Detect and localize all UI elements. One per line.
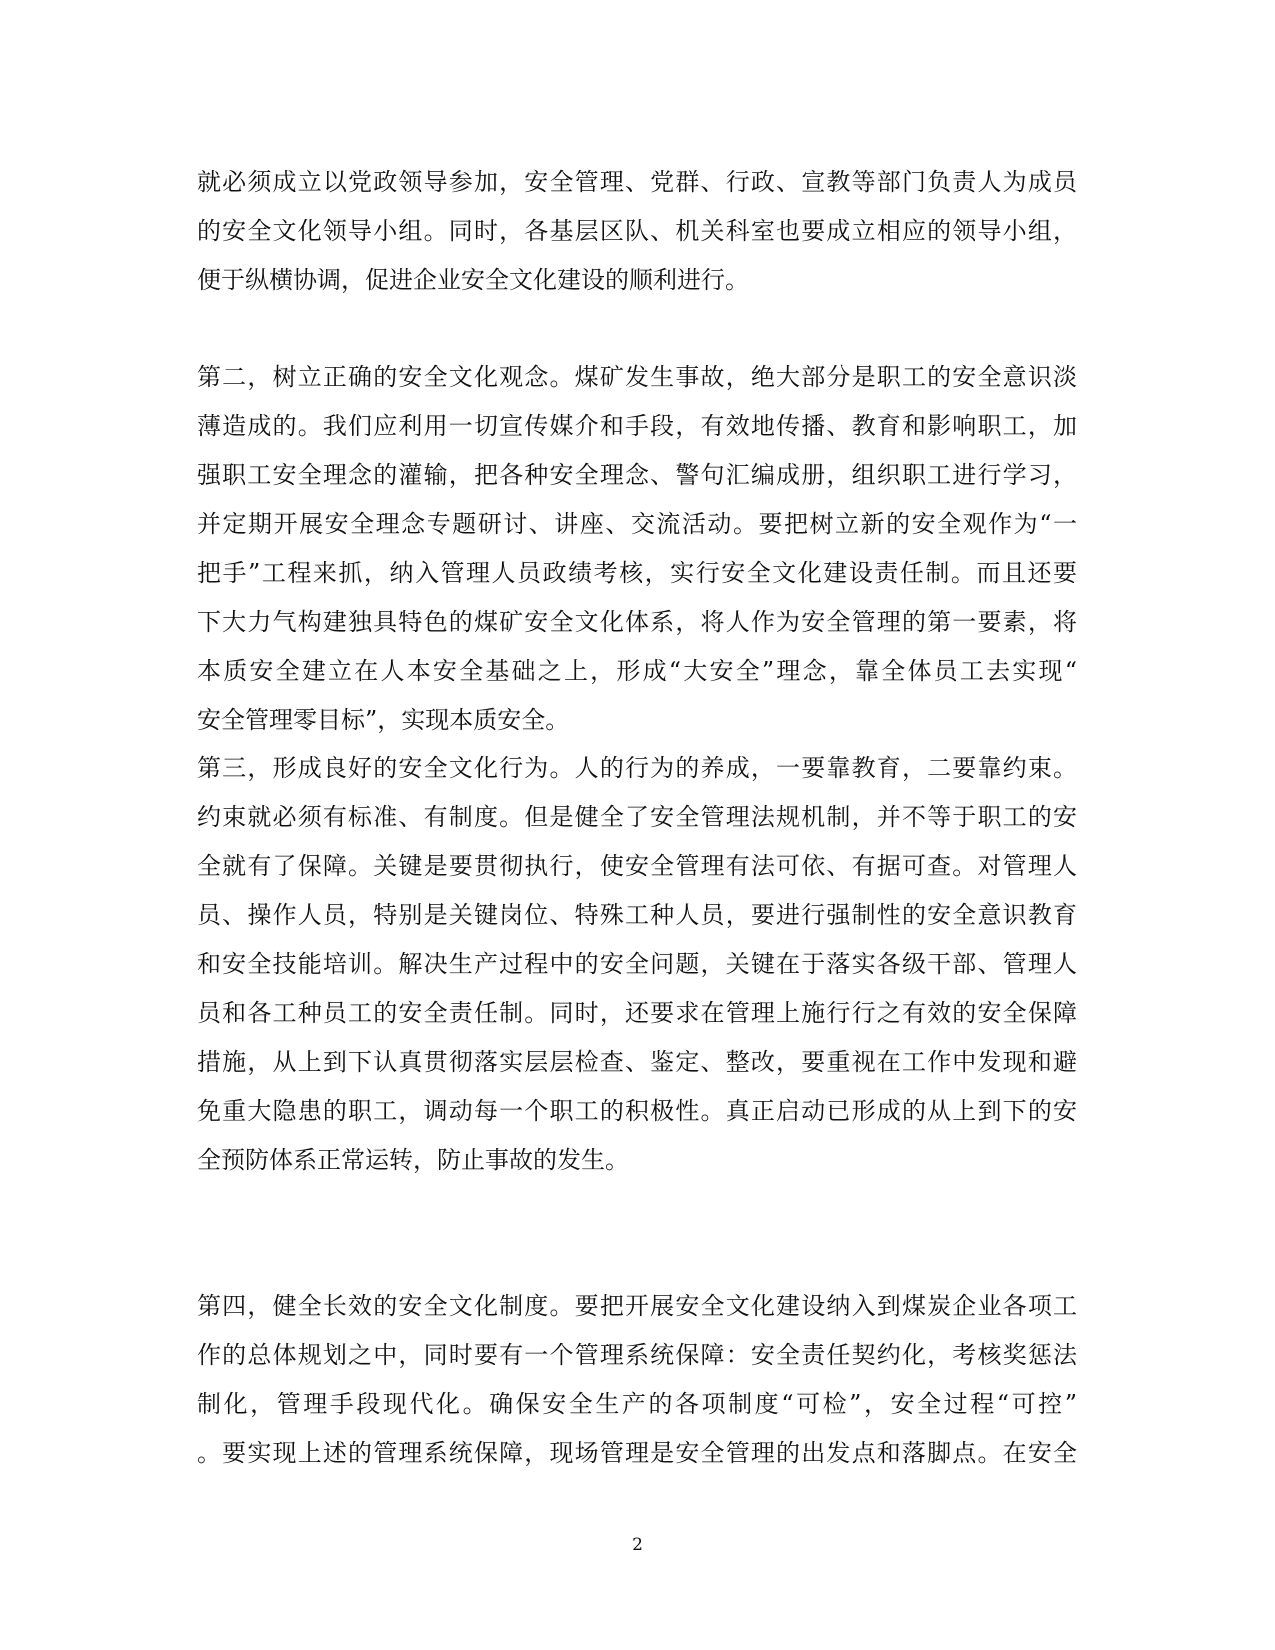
text-line: 全预防体系正常运转，防止事故的发生。 <box>197 1146 629 1174</box>
text-line: 便于纵横协调，促进企业安全文化建设的顺利进行。 <box>197 266 749 294</box>
text-line: 措施，从上到下认真贯彻落实层层检查、鉴定、整改，要重视在工作中发现和避 <box>197 1048 1077 1076</box>
page-number: 2 <box>632 1535 643 1555</box>
text-line: 就必须成立以党政领导参加，安全管理、党群、行政、宣教等部门负责人为成员 <box>197 168 1077 196</box>
text-line: 把手”工程来抓，纳入管理人员政绩考核，实行安全文化建设责任制。而且还要 <box>197 559 1077 587</box>
text-line: 并定期开展安全理念专题研讨、讲座、交流活动。要把树立新的安全观作为“一 <box>197 510 1077 538</box>
text-line: 强职工安全理念的灌输，把各种安全理念、警句汇编成册，组织职工进行学习， <box>197 461 1077 489</box>
text-line: 本质安全建立在人本安全基础之上，形成“大安全”理念，靠全体员工去实现“ <box>197 657 1077 685</box>
text-line: 薄造成的。我们应利用一切宣传媒介和手段，有效地传播、教育和影响职工，加 <box>197 412 1077 440</box>
text-line: 全就有了保障。关键是要贯彻执行，使安全管理有法可依、有据可查。对管理人 <box>197 852 1077 880</box>
text-line: 安全管理零目标”，实现本质安全。 <box>197 706 570 734</box>
paragraph-2 <box>197 353 1077 745</box>
paragraph-3 <box>197 744 1077 1185</box>
text-line: 约束就必须有标准、有制度。但是健全了安全管理法规机制，并不等于职工的安 <box>197 803 1077 831</box>
paragraph-1 <box>197 158 1077 305</box>
text-line: 员和各工种员工的安全责任制。同时，还要求在管理上施行行之有效的安全保障 <box>197 999 1077 1027</box>
text-line: 作的总体规划之中，同时要有一个管理系统保障：安全责任契约化，考核奖惩法 <box>197 1341 1077 1369</box>
text-line: 和安全技能培训。解决生产过程中的安全问题，关键在于落实各级干部、管理人 <box>197 950 1077 978</box>
text-line: 免重大隐患的职工，调动每一个职工的积极性。真正启动已形成的从上到下的安 <box>197 1097 1077 1125</box>
text-line: 第二，树立正确的安全文化观念。煤矿发生事故，绝大部分是职工的安全意识淡 <box>197 363 1077 391</box>
text-line: 。要实现上述的管理系统保障，现场管理是安全管理的出发点和落脚点。在安全 <box>197 1439 1077 1467</box>
text-line: 第三，形成良好的安全文化行为。人的行为的养成，一要靠教育，二要靠约束。 <box>197 754 1077 782</box>
text-line: 下大力气构建独具特色的煤矿安全文化体系，将人作为安全管理的第一要素，将 <box>197 608 1077 636</box>
text-line: 的安全文化领导小组。同时，各基层区队、机关科室也要成立相应的领导小组， <box>197 217 1077 245</box>
text-line: 第四，健全长效的安全文化制度。要把开展安全文化建设纳入到煤炭企业各项工 <box>197 1292 1077 1320</box>
paragraph-4 <box>197 1282 1077 1478</box>
text-line: 员、操作人员，特别是关键岗位、特殊工种人员，要进行强制性的安全意识教育 <box>197 901 1077 929</box>
text-line: 制化，管理手段现代化。确保安全生产的各项制度“可检”，安全过程“可控” <box>197 1390 1077 1418</box>
